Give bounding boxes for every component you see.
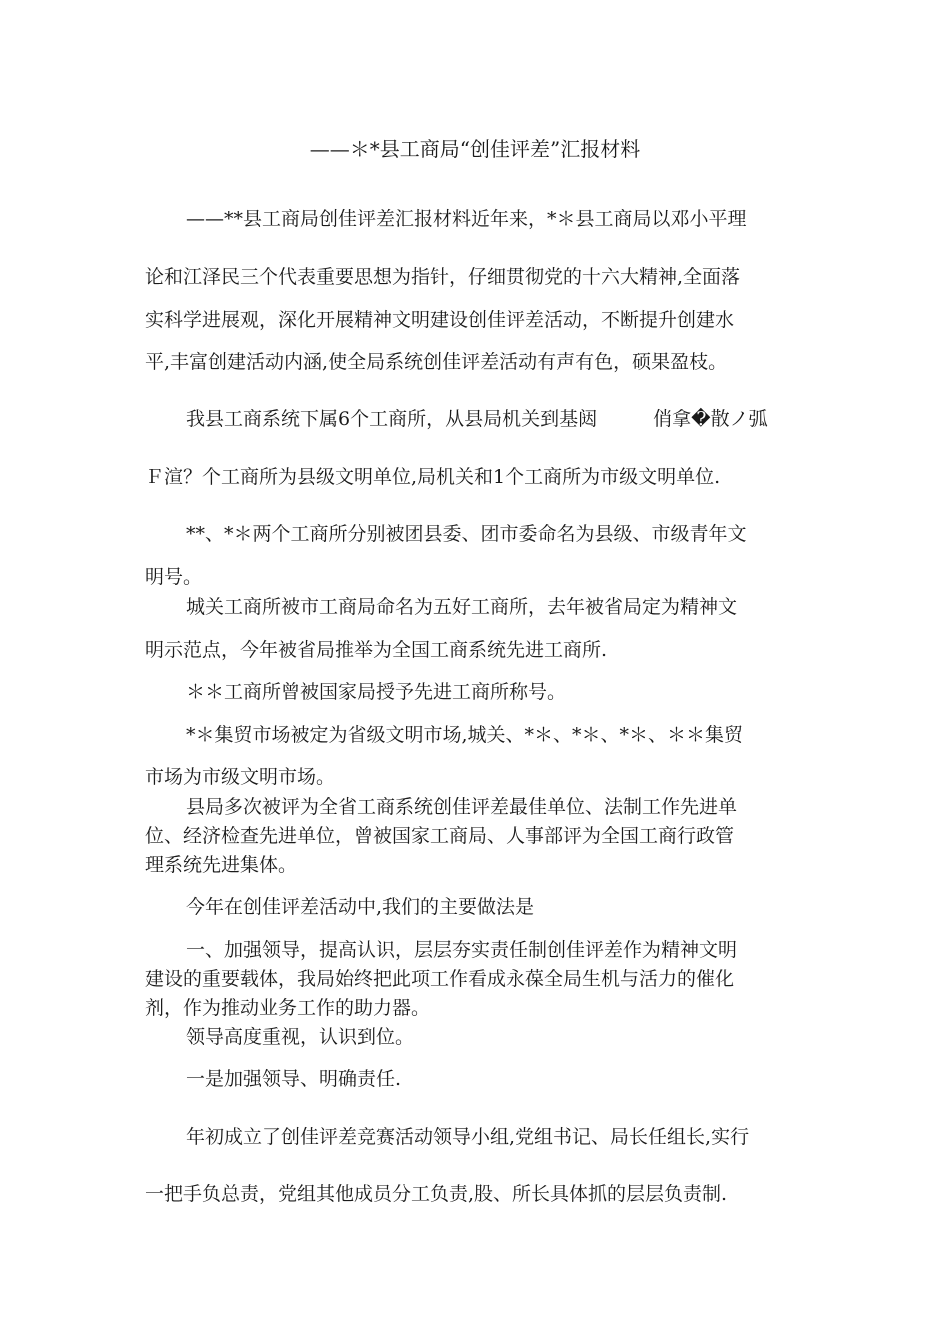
paragraph-line: Ｆ渲？个工商所为县级文明单位,局机关和1个工商所为市级文明单位. <box>145 466 721 488</box>
document-title: ——＊*县工商局“创佳评差”汇报材料 <box>309 137 641 161</box>
paragraph-line: 理系统先进集体。 <box>145 854 298 876</box>
paragraph-line: 今年在创佳评差活动中,我们的主要做法是 <box>186 896 535 918</box>
paragraph-line: 市场为市级文明市场。 <box>145 766 336 788</box>
paragraph-line: **、*＊两个工商所分别被团县委、团市委命名为县级、市级青年文 <box>186 523 747 545</box>
line-segment: 俏拿�散ノ弧 <box>653 408 768 430</box>
paragraph-line: 明示范点，今年被省局推举为全国工商系统先进工商所. <box>145 639 608 661</box>
paragraph-line: 平,丰富创建活动内涵,使全局系统创佳评差活动有声有色，硕果盈枝。 <box>145 351 728 373</box>
paragraph-line: 领导高度重视，认识到位。 <box>186 1026 415 1048</box>
paragraph-line: ＊＊工商所曾被国家局授予先进工商所称号。 <box>186 681 567 703</box>
paragraph-line: 一、加强领导，提高认识，层层夯实责任制创佳评差作为精神文明 <box>186 939 738 961</box>
paragraph-line: 位、经济检查先进单位，曾被国家工商局、人事部评为全国工商行政管 <box>145 825 735 847</box>
paragraph-line: 年初成立了创佳评差竞赛活动领导小组,党组书记、局长任组长,实行 <box>186 1126 750 1148</box>
paragraph-line <box>186 407 768 431</box>
paragraph-line: 一是加强领导、明确责任. <box>186 1068 402 1090</box>
paragraph-line: 论和江泽民三个代表重要思想为指针，仔细贯彻党的十六大精神,全面落 <box>145 266 741 288</box>
paragraph-line: 县局多次被评为全省工商系统创佳评差最佳单位、法制工作先进单 <box>186 796 738 818</box>
paragraph-line: 剂，作为推动业务工作的助力器。 <box>145 997 431 1019</box>
paragraph-line: *＊集贸市场被定为省级文明市场,城关、*＊、*＊、*＊、＊＊集贸 <box>186 724 744 746</box>
paragraph-line: 明号。 <box>145 566 203 588</box>
paragraph-line: 实科学进展观，深化开展精神文明建设创佳评差活动，不断提升创建水 <box>145 309 735 331</box>
paragraph-line: ——**县工商局创佳评差汇报材料近年来，*＊县工商局以邓小平理 <box>186 208 747 230</box>
paragraph-line: 城关工商所被市工商局命名为五好工商所，去年被省局定为精神文 <box>186 596 738 618</box>
paragraph-line: 一把手负总责，党组其他成员分工负责,股、所长具体抓的层层负责制. <box>145 1183 728 1205</box>
paragraph-line: 建设的重要载体，我局始终把此项工作看成永葆全局生机与活力的催化 <box>145 968 735 990</box>
line-segment: 我县工商系统下属6个工商所，从县局机关到基闼 <box>186 408 598 430</box>
